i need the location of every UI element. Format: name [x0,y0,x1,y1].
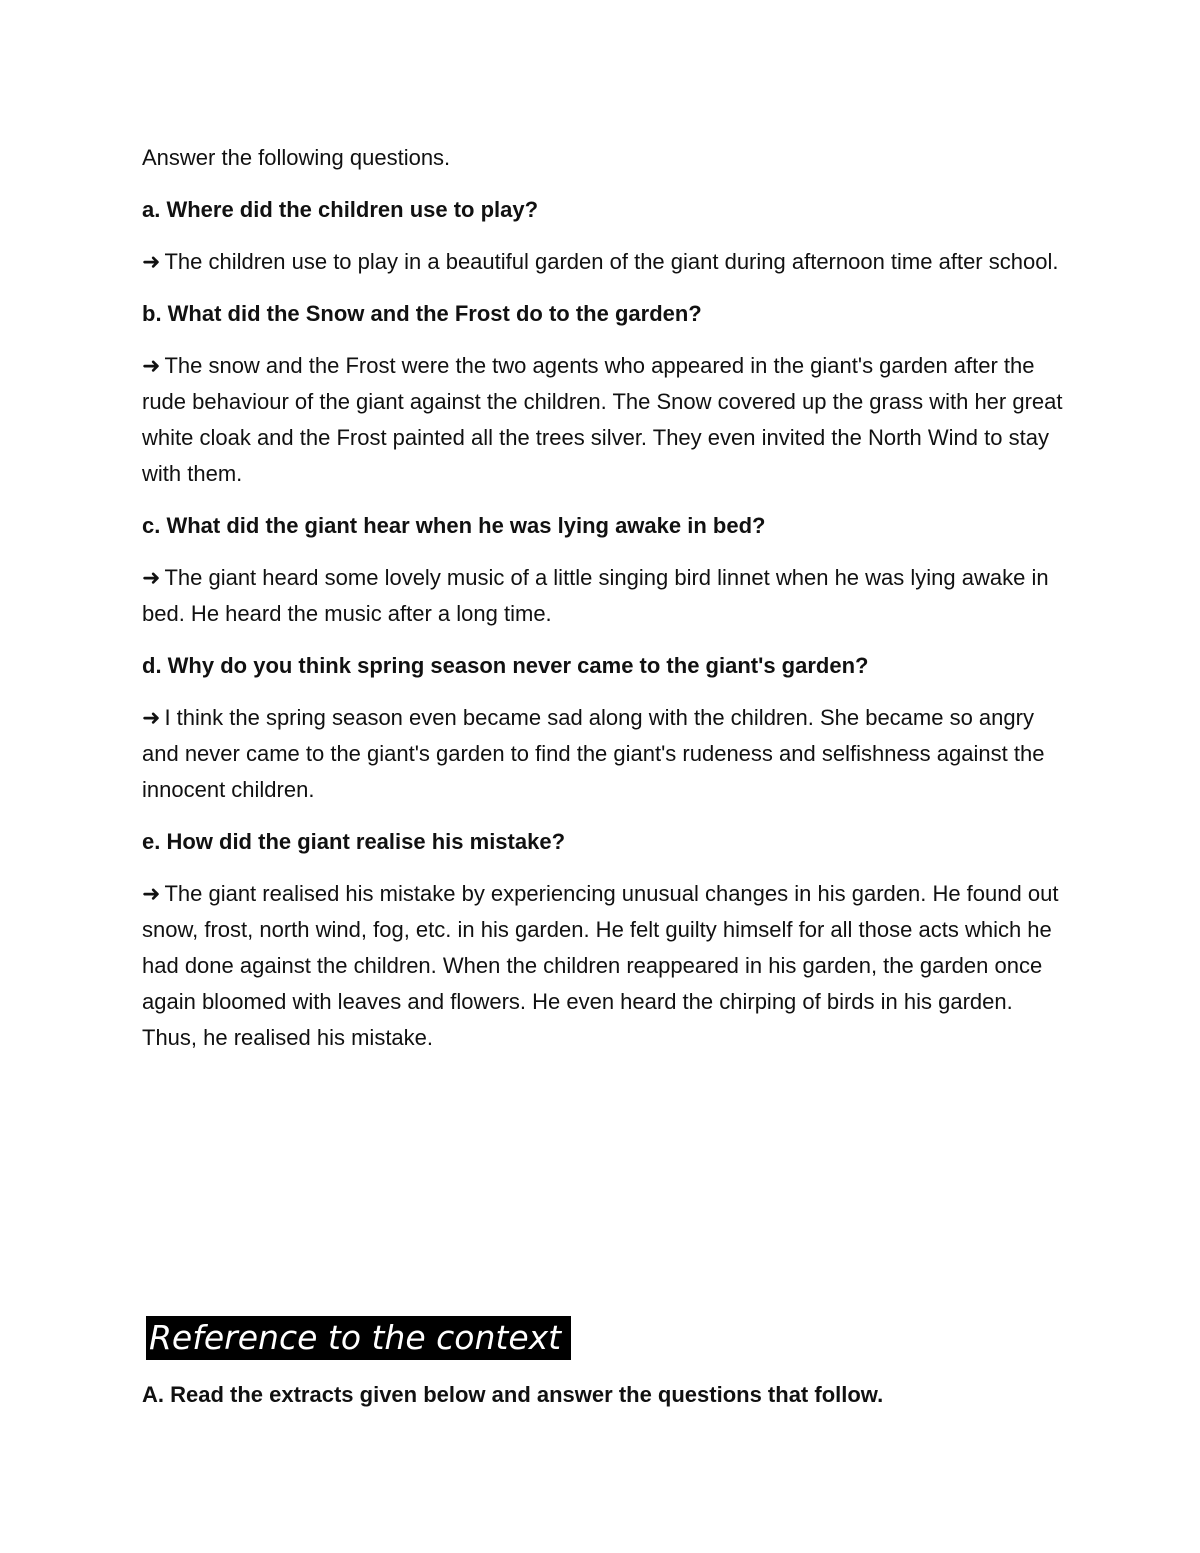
questions-section [142,140,1067,1072]
arrow-icon: ➜ [142,353,161,378]
answer-e-text: The giant realised his mistake by experiencing unusual changes in his garden. He found out snow, frost, north wind, fog, etc. in his garden. He felt guilty himself for all those acts which he had done against the children. When the children reappeared in his garden, the garden once again bloomed with leaves and flowers. He even heard the chirping of birds in his garden. Thus, he realised his mistake. [142,881,1059,1050]
section-heading: Reference to the context [146,1316,571,1360]
answer-a-text: The children use to play in a beautiful garden of the giant during afternoon time after school. [164,249,1059,274]
answer-d [142,700,1067,808]
question-a: a. Where did the children use to play? [142,197,539,222]
arrow-icon: ➜ [142,565,161,590]
answer-e [142,876,1067,1056]
answer-b-text: The snow and the Frost were the two agents who appeared in the giant's garden after the rude behaviour of the giant against the children. The Snow covered up the grass with her great white cloak and the Frost painted all the trees silver. They even invited the North Wind to stay with them. [142,353,1063,486]
question-e: e. How did the giant realise his mistake? [142,829,566,854]
answer-c [142,560,1067,632]
arrow-icon: ➜ [142,249,161,274]
arrow-icon: ➜ [142,881,161,906]
instruction-text: A. Read the extracts given below and answer the questions that follow. [142,1382,884,1407]
question-d: d. Why do you think spring season never came to the giant's garden? [142,653,869,678]
arrow-icon: ➜ [142,705,161,730]
answer-c-text: The giant heard some lovely music of a little singing bird linnet when he was lying awake in bed. He heard the music after a long time. [142,565,1049,626]
answer-d-text: I think the spring season even became sad along with the children. She became so angry and never came to the giant's garden to find the giant's rudeness and selfishness against the innocent children. [142,705,1045,802]
answer-a [142,244,1067,280]
intro-text: Answer the following questions. [142,145,451,170]
question-b: b. What did the Snow and the Frost do to the garden? [142,301,702,326]
question-c: c. What did the giant hear when he was lying awake in bed? [142,513,766,538]
answer-b [142,348,1067,492]
